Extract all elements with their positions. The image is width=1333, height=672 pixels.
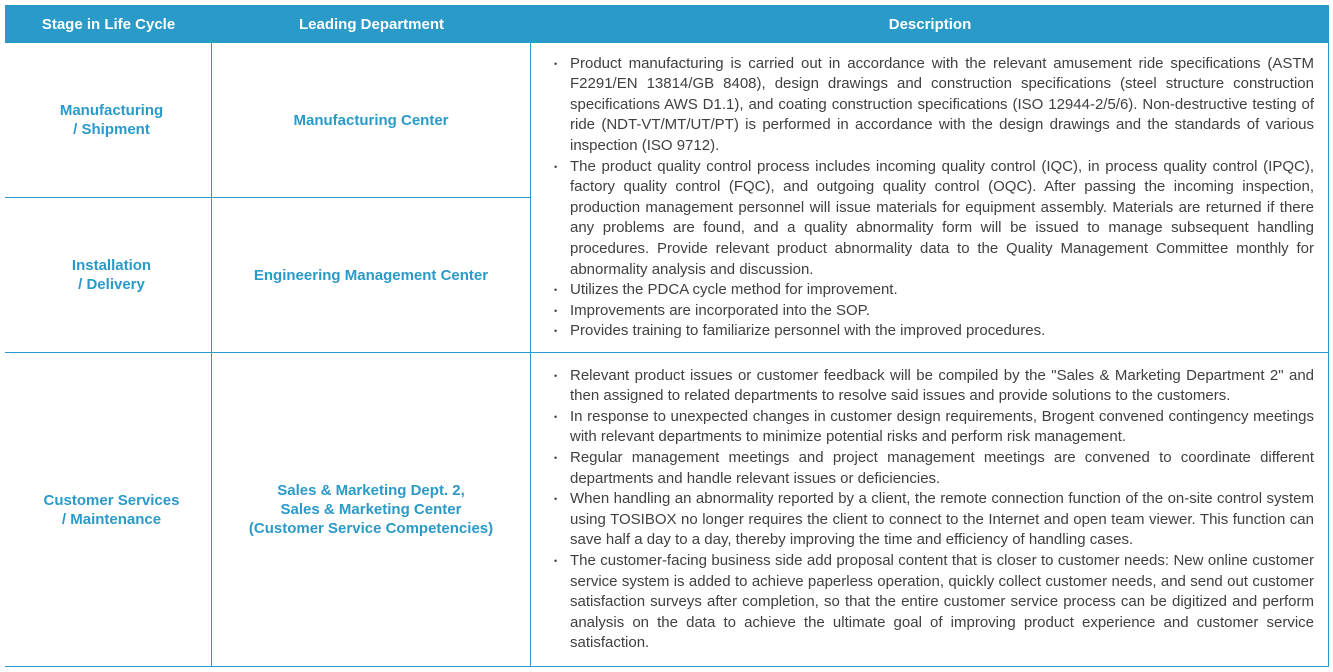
description-bullet: • The product quality control process includes incoming quality control (IQC), in process quality control (IPQC), factory quality control (FQC), and outgoing quality control (OQC). After passing the incoming inspection, production management personnel will issue materials for equipment assembly. Materials are returned if there any problems are found, and a quality abnormality form will be issued to manage subsequent handling procedures. Provide relevant product abnormality data to the Quality Management Committee monthly for abnormality analysis and discussion. bbox=[553, 157, 1314, 281]
stage-label: / Delivery bbox=[78, 276, 145, 294]
description-bullet: • When handling an abnormality reported by a client, the remote connection function of the on-site control system using TOSIBOX no longer requires the client to connect to the Internet and open team viewer. This function can save half a day to a day, thereby improving the time and efficiency of handling cases. bbox=[553, 489, 1314, 551]
stage-label: Manufacturing bbox=[59, 102, 164, 120]
department-label: Engineering Management Center bbox=[253, 266, 489, 284]
stage-label: / Maintenance bbox=[61, 510, 162, 528]
stage-label: / Shipment bbox=[73, 121, 150, 139]
header-stage: Stage in Life Cycle bbox=[5, 5, 212, 43]
stage-cell-customer-services bbox=[5, 353, 212, 667]
description-list bbox=[553, 366, 1314, 654]
stage-cell-manufacturing bbox=[5, 43, 212, 198]
lifecycle-table-frame bbox=[5, 5, 1329, 667]
table-header-row bbox=[5, 5, 1329, 43]
lifecycle-table bbox=[5, 5, 1329, 667]
description-bullet: • Improvements are incorporated into the SOP. bbox=[553, 301, 1314, 322]
description-bullet: • Relevant product issues or customer feedback will be compiled by the "Sales & Marketing Department 2" and then assigned to related departments to resolve said issues and provide solutions to the customers. bbox=[553, 366, 1314, 407]
department-label: Manufacturing Center bbox=[293, 111, 449, 129]
description-bullet: • Utilizes the PDCA cycle method for improvement. bbox=[553, 280, 1314, 301]
department-label: Sales & Marketing Center bbox=[280, 501, 462, 519]
table-row bbox=[5, 353, 1329, 667]
description-cell-customer-services bbox=[531, 353, 1329, 667]
description-bullet: • In response to unexpected changes in customer design requirements, Brogent convened contingency meetings with relevant departments to minimize potential risks and perform risk management. bbox=[553, 407, 1314, 448]
stage-cell-installation bbox=[5, 198, 212, 353]
stage-label: Installation bbox=[71, 257, 152, 275]
department-label: Sales & Marketing Dept. 2, bbox=[277, 482, 465, 500]
department-cell-customer-services bbox=[212, 353, 531, 667]
description-cell-manufacturing-installation bbox=[531, 43, 1329, 353]
header-description: Description bbox=[531, 5, 1329, 43]
description-bullet: • Provides training to familiarize personnel with the improved procedures. bbox=[553, 321, 1314, 342]
department-label: (Customer Service Competencies) bbox=[248, 520, 494, 538]
header-department: Leading Department bbox=[212, 5, 531, 43]
description-list bbox=[553, 54, 1314, 342]
department-cell-manufacturing bbox=[212, 43, 531, 198]
description-bullet: • The customer-facing business side add proposal content that is closer to customer needs: New online customer service system is added to achieve paperless operation, quickly collect customer needs, and send out customer satisfaction surveys after completion, so that the entire customer service process can be digitized and perform analysis on the data to achieve the ultimate goal of improving product experience and customer service satisfaction. bbox=[553, 551, 1314, 654]
stage-label: Customer Services bbox=[43, 491, 180, 509]
description-bullet: • Regular management meetings and project management meetings are convened to coordinate different departments and handle relevant issues or deficiencies. bbox=[553, 448, 1314, 489]
table-row bbox=[5, 43, 1329, 198]
department-cell-installation bbox=[212, 198, 531, 353]
description-bullet: • Product manufacturing is carried out in accordance with the relevant amusement ride specifications (ASTM F2291/EN 13814/GB 8408), design drawings and construction specifications (steel structure construction specifications AWS D1.1), and coating construction specifications (ISO 12944-2/5/6). Non-destructive testing of ride (NDT-VT/MT/UT/PT) is performed in accordance with the design drawings and the standards of various inspection (ISO 9712). bbox=[553, 54, 1314, 157]
